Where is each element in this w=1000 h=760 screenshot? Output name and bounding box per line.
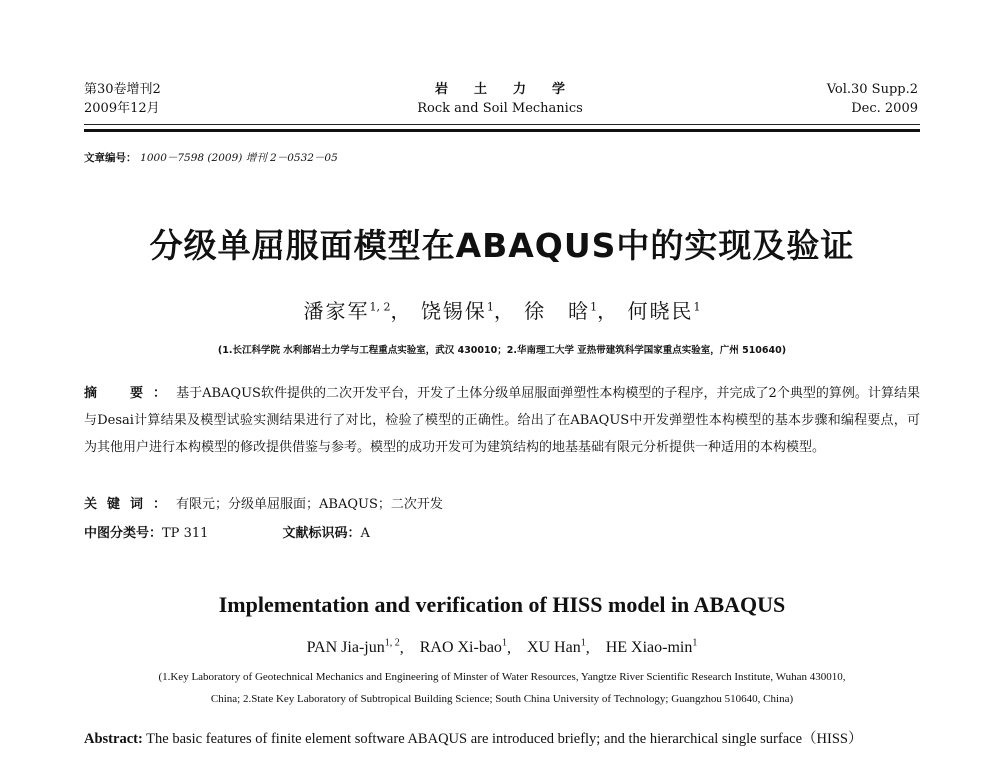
journal-name-en: Rock and Soil Mechanics <box>417 101 583 116</box>
author-affil-sup: 1 <box>693 300 701 314</box>
author-cn: 徐 晗$^1$ <box>524 299 598 323</box>
author-affil-sup: 1, 2 <box>384 638 400 649</box>
keywords-cn <box>84 495 443 515</box>
doc-code-value: A <box>360 526 370 541</box>
author-separator: ， <box>493 299 516 323</box>
abstract-cn <box>84 380 920 461</box>
keywords-cn-text: 有限元；分级单屈服面；ABAQUS；二次开发 <box>176 497 443 512</box>
affiliation-cn: (1.长江科学院 水利部岩土力学与工程重点实验室，武汉 430010；2.华南理工大学 亚热带建筑科学国家重点实验室，广州 510640) <box>217 345 787 356</box>
author-en: PAN Jia-jun$^{1, 2}$ <box>306 638 400 657</box>
affiliation-en-line: (1.Key Laboratory of Geotechnical Mechanics and Engineering of Minster of Water Resources, Yangtze River Scientific Research Institute, Wuhan 430010, <box>158 671 846 683</box>
date-en: Dec. 2009 <box>851 101 918 116</box>
abstract-en-label: Abstract: <box>84 731 143 747</box>
author-cn: 何晓民$^1$ <box>627 299 701 323</box>
running-header-right <box>827 80 918 118</box>
author-separator: ， <box>597 299 620 323</box>
article-number-label: 文章编号： <box>84 152 137 164</box>
abstract-cn-label: 摘 要： <box>84 386 177 401</box>
date-cn: 2009年12月 <box>84 101 160 116</box>
author-list-en <box>84 638 920 657</box>
doc-code-label: 文献标识码： <box>282 526 361 541</box>
paper-title-cn: 分级单屈服面模型在ABAQUS中的实现及验证 <box>149 226 855 265</box>
author-en: XU Han$^1$ <box>526 638 586 657</box>
article-number <box>84 150 338 165</box>
author-affil-sup: 1, 2 <box>369 300 391 314</box>
author-affil-sup: 1 <box>501 638 507 649</box>
paper-title-en: Implementation and verification of HISS model in ABAQUS <box>218 592 786 617</box>
abstract-cn-text: 基于ABAQUS软件提供的二次开发平台，开发了土体分级单屈服面弹塑性本构模型的子程序，并完成了2个典型的算例。计算结果与Desai计算结果及模型试验实测结果进行了对比，检验了模型的正确性。给出了在ABAQUS中开发弹塑性本构模型的基本步骤和编程要点，可为其他用户进行本构模型的修改提供借鉴与参考。模型的成功开发可为建筑结构的地基基础有限元分析提供一种适用的本构模型。 <box>84 386 920 455</box>
journal-name-cn: 岩土力学 <box>434 82 591 97</box>
volume-en: Vol.30 Supp.2 <box>826 82 918 97</box>
author-en: HE Xiao-$\min^1$ <box>605 638 698 657</box>
author-en: RAO Xi-bao$^1$ <box>419 638 507 657</box>
clc-label: 中图分类号： <box>84 526 163 541</box>
author-affil-sup: 1 <box>580 638 586 649</box>
running-header-left <box>84 80 161 118</box>
running-header-center <box>360 80 640 118</box>
author-separator: , <box>506 639 511 657</box>
affiliation-en-line: China; 2.State Key Laboratory of Subtropical Building Science; South China University of Technology; Guangzhou 510640, China) <box>210 693 794 705</box>
article-number-value: 1000－7598 (2009) 增刊 2－0532－05 <box>140 152 338 164</box>
volume-cn: 第30卷增刊2 <box>84 82 161 97</box>
header-rule-thin <box>84 124 920 125</box>
abstract-en-text: The basic features of finite element software ABAQUS are introduced briefly; and the hierarchical single surface（HISS） <box>142 731 863 747</box>
header-rule-thick <box>84 129 920 132</box>
affiliation-en <box>96 666 908 710</box>
keywords-cn-label: 关键词： <box>84 497 177 512</box>
author-separator: , <box>399 639 404 657</box>
author-affil-sup: 1 <box>692 638 698 649</box>
abstract-en <box>84 726 920 753</box>
author-list-cn <box>84 295 920 324</box>
classification-line <box>84 524 370 544</box>
author-separator: ， <box>390 299 413 323</box>
clc-value: TP 311 <box>162 526 209 541</box>
author-cn: 潘家军$^{1, 2}$ <box>303 299 391 323</box>
author-cn: 饶锡保$^1$ <box>420 299 494 323</box>
author-affil-sup: 1 <box>486 300 494 314</box>
author-separator: , <box>585 639 590 657</box>
author-affil-sup: 1 <box>590 300 598 314</box>
